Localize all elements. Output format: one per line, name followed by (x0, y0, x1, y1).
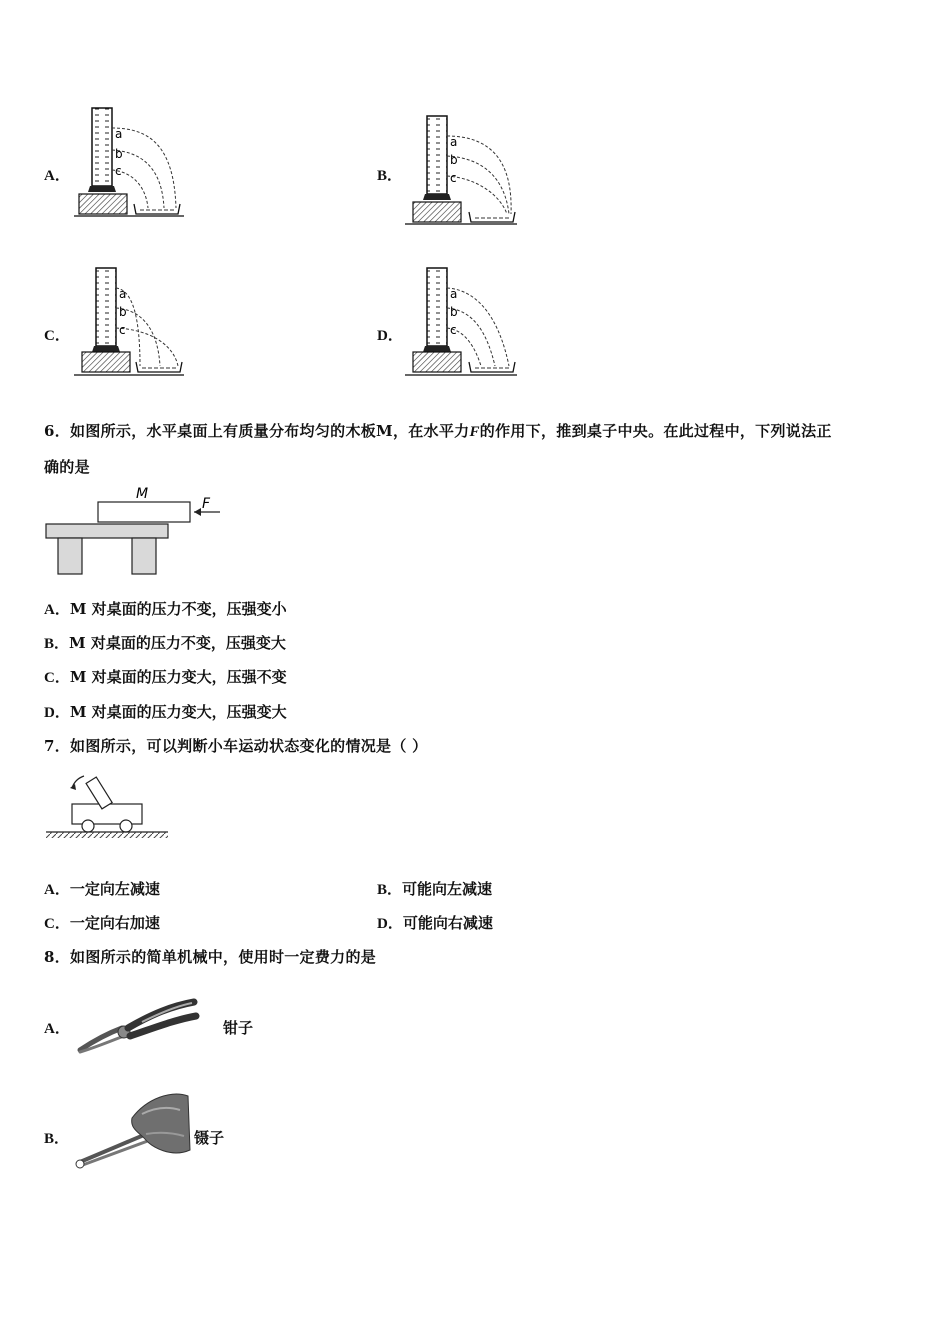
q5-option-a-label[interactable]: A． (44, 168, 70, 184)
q7-option-c[interactable]: C．一定向右加速 (44, 914, 160, 932)
hole-c-label: c (115, 164, 122, 178)
hole-a-label: a (115, 127, 123, 141)
q6-figure-table-board (44, 484, 224, 578)
q7-option-a[interactable]: A．一定向左减速 (44, 880, 160, 898)
q5-option-b-label[interactable]: B． (377, 168, 403, 184)
svg-text:c: c (450, 323, 457, 337)
svg-text:a: a (450, 135, 458, 149)
q6-option-b[interactable]: B．M 对桌面的压力不变，压强变大 (44, 634, 286, 652)
tweezers-icon (72, 1088, 194, 1170)
svg-text:a: a (119, 287, 127, 301)
q5-option-d-figure (405, 262, 520, 380)
q6-option-a[interactable]: A．M 对桌面的压力不变，压强变小 (44, 600, 287, 618)
q8-stem: 8．如图所示的简单机械中，使用时一定费力的是 (44, 948, 377, 966)
q6-stem-line2: 确的是 (44, 458, 90, 476)
q6-stem-line1: 6．如图所示，水平桌面上有质量分布均匀的木板M，在水平力F的作用下，推到桌子中央。在此过程中，下列说法正 (44, 422, 832, 440)
q8-option-b-label[interactable]: B． (44, 1131, 70, 1147)
pliers-icon (72, 994, 202, 1056)
force-f-label: F (202, 496, 211, 512)
q8-option-b-text: 镊子 (194, 1129, 225, 1147)
q5-option-d-label[interactable]: D． (377, 328, 403, 344)
q5-option-a-figure (74, 100, 186, 222)
svg-text:a: a (450, 287, 458, 301)
board-m-label: M (136, 486, 149, 502)
svg-text:b: b (450, 305, 458, 319)
svg-text:b: b (450, 153, 458, 167)
q8-option-a-text: 钳子 (223, 1019, 254, 1037)
q7-option-b[interactable]: B．可能向左减速 (377, 880, 493, 898)
q7-option-d[interactable]: D．可能向右减速 (377, 914, 493, 932)
q5-option-b-figure (405, 110, 520, 228)
q7-figure-cart (44, 768, 172, 842)
q8-option-a-label[interactable]: A． (44, 1021, 70, 1037)
svg-text:c: c (119, 323, 126, 337)
q7-stem: 7．如图所示，可以判断小车运动状态变化的情况是（ ） (44, 737, 428, 755)
q6-option-d[interactable]: D．M 对桌面的压力变大，压强变大 (44, 703, 287, 721)
q5-option-c-label[interactable]: C． (44, 328, 70, 344)
svg-text:c: c (450, 171, 457, 185)
svg-text:b: b (119, 305, 127, 319)
q6-option-c[interactable]: C．M 对桌面的压力变大，压强不变 (44, 668, 287, 686)
q5-option-c-figure (74, 262, 186, 380)
hole-b-label: b (115, 147, 123, 161)
